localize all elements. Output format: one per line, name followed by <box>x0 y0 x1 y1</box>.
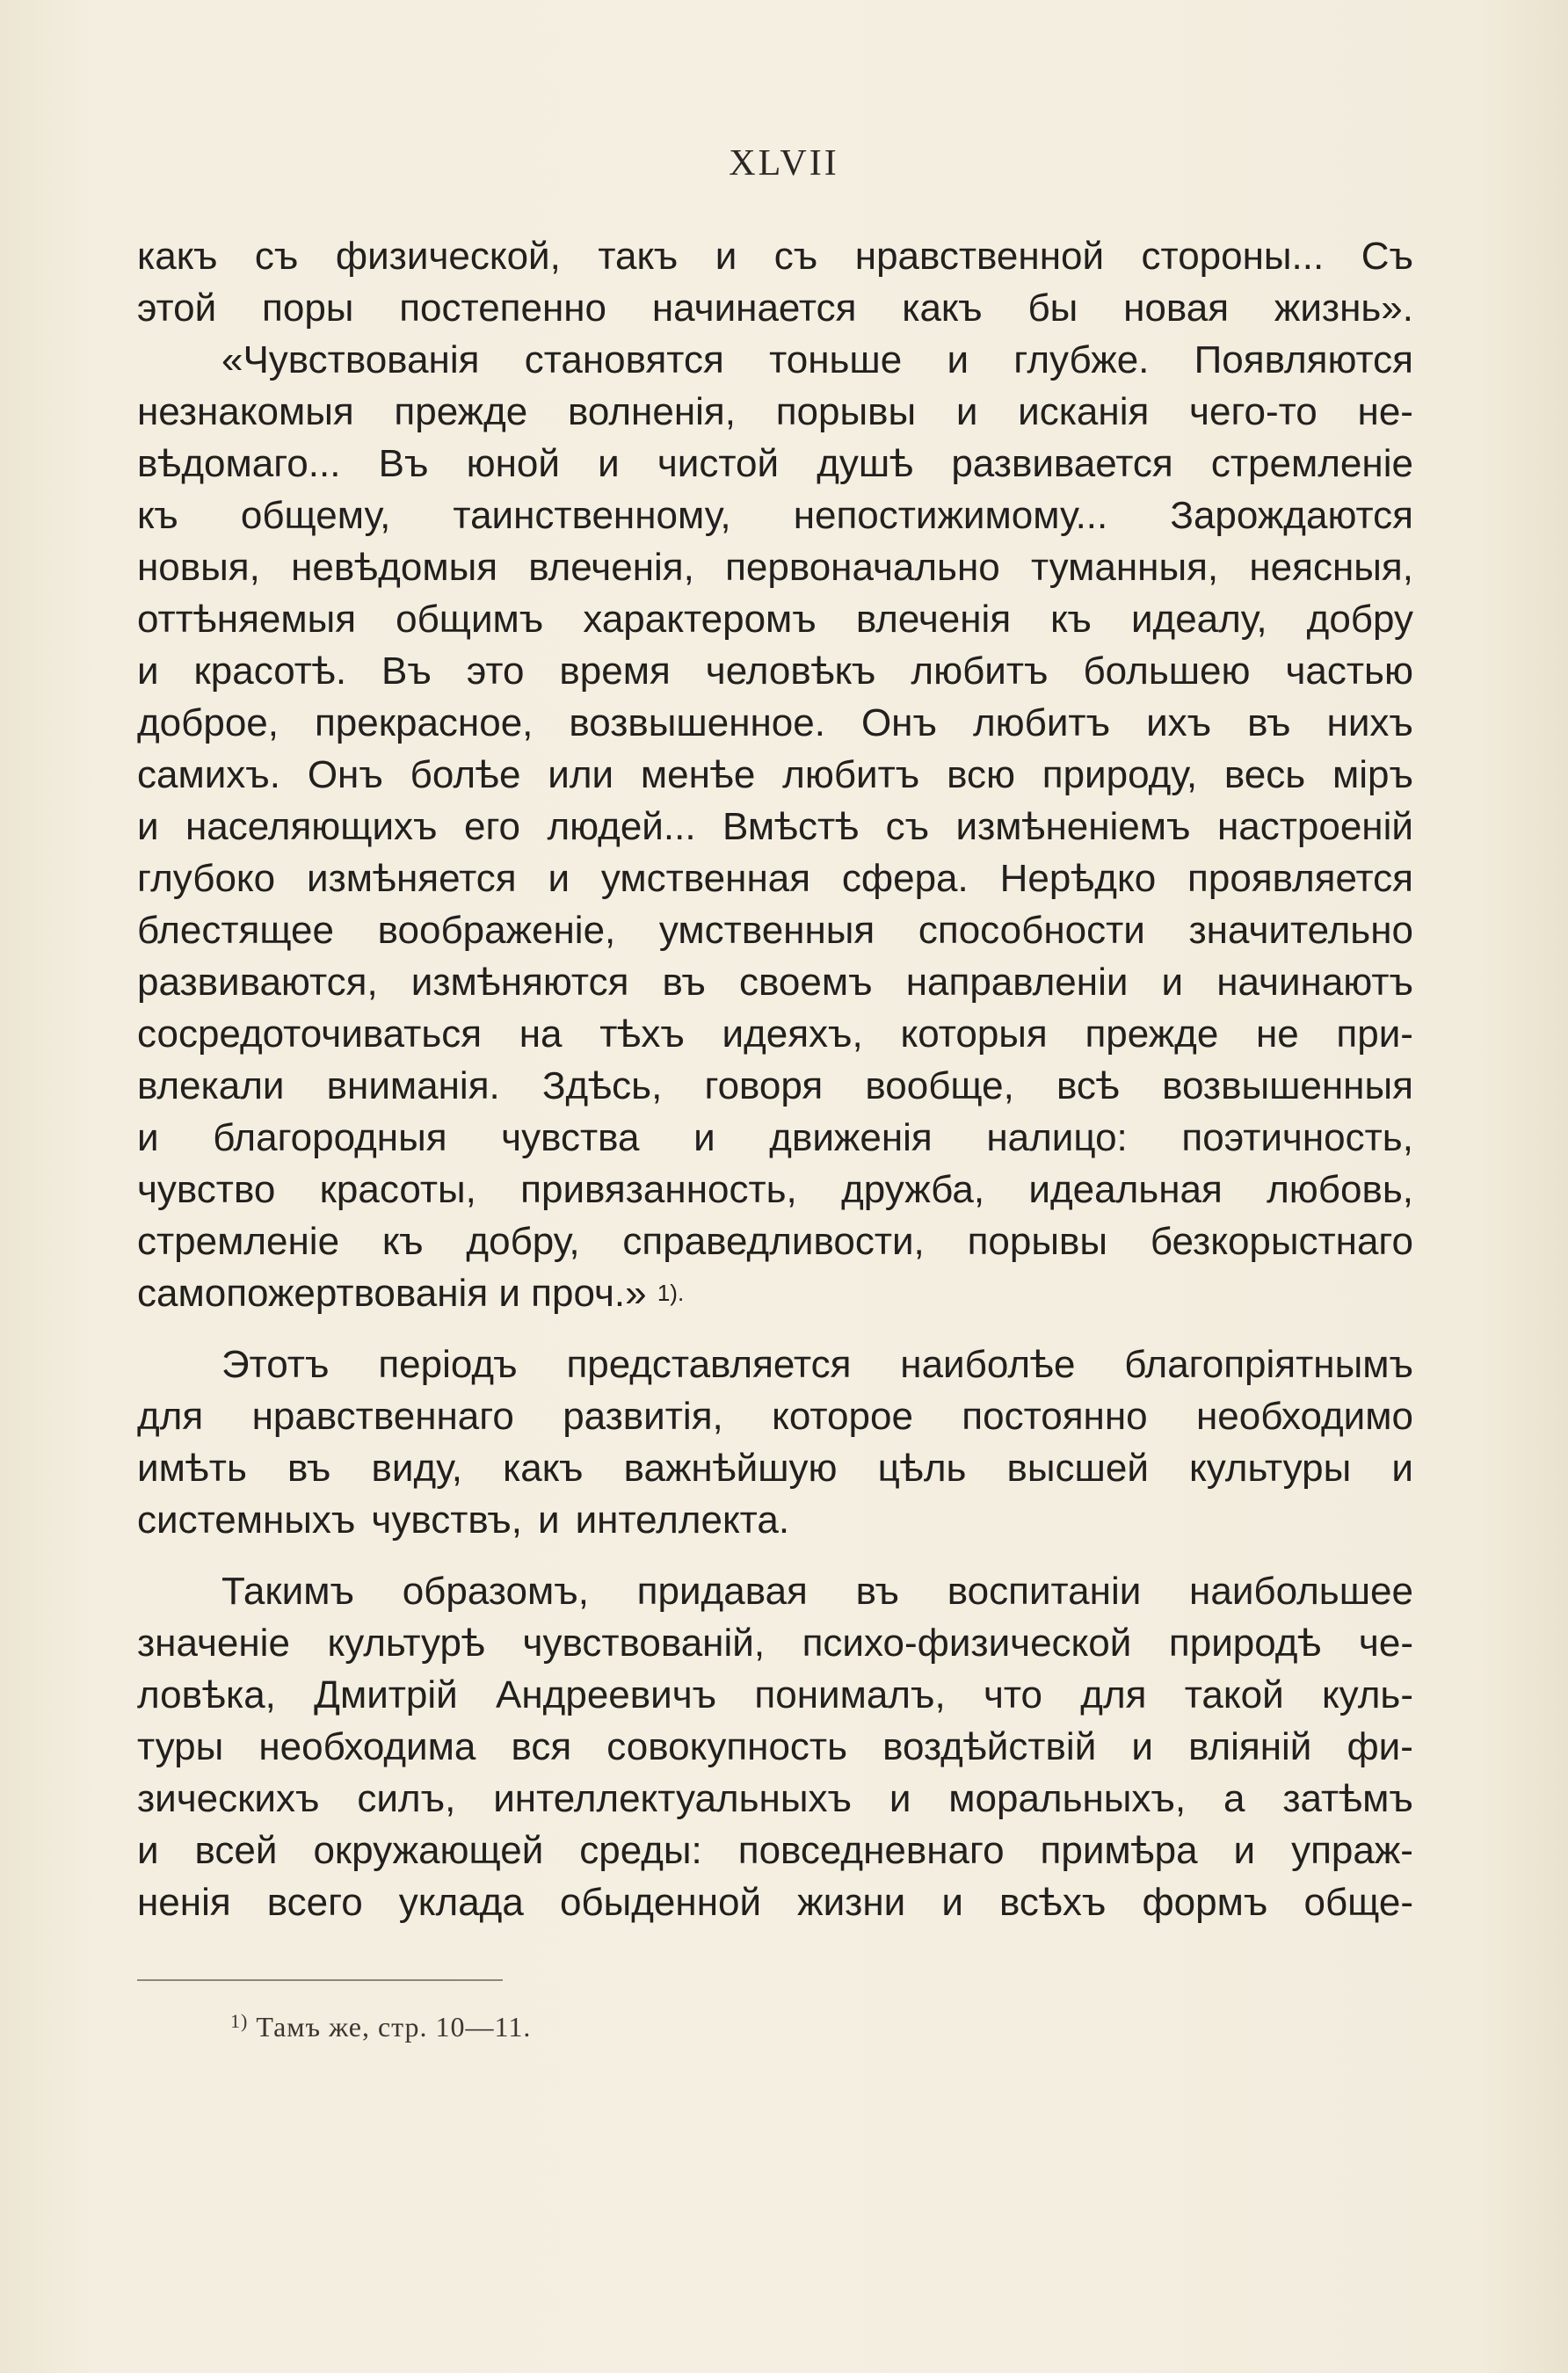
word: при- <box>1336 1012 1413 1056</box>
word: примѣра <box>1040 1829 1198 1872</box>
word: всѣхъ <box>999 1881 1107 1924</box>
word: воздѣйствій <box>882 1725 1097 1768</box>
word: общимъ <box>396 598 544 641</box>
word: Появляются <box>1194 338 1413 381</box>
word: культурѣ <box>327 1622 485 1665</box>
text-line <box>137 1617 1413 1669</box>
text-line <box>137 1216 1413 1267</box>
text-line <box>137 1164 1413 1216</box>
word: умственныя <box>658 909 875 952</box>
word: вся <box>511 1725 572 1768</box>
word: на <box>519 1012 563 1056</box>
word: и <box>715 235 737 278</box>
word: или <box>548 753 614 796</box>
text-line <box>137 1773 1413 1825</box>
word: влеченія, <box>528 546 694 589</box>
word: красоты, <box>319 1168 476 1211</box>
footnote-divider <box>137 1979 503 1981</box>
word: болѣе <box>410 753 521 796</box>
word: природу, <box>1042 753 1198 796</box>
word: любитъ <box>911 649 1049 693</box>
word: стремленіе <box>1210 442 1413 485</box>
word: говоря <box>704 1064 824 1107</box>
word: въ <box>662 961 706 1004</box>
word: любитъ <box>782 753 920 796</box>
word: жизни <box>797 1881 906 1924</box>
word: а <box>1223 1777 1245 1820</box>
word: оттѣняемыя <box>137 598 357 641</box>
word: его <box>463 805 521 848</box>
text-line <box>137 853 1413 904</box>
word: благопріятнымъ <box>1124 1343 1413 1386</box>
text-line <box>137 541 1413 593</box>
word: измѣняется <box>307 857 517 900</box>
word: чувства <box>501 1116 640 1159</box>
text-line <box>137 1721 1413 1773</box>
word: населяющихъ <box>185 805 438 848</box>
word: понималъ, <box>754 1673 946 1716</box>
word: вѣдомаго... <box>137 442 341 485</box>
text-line <box>137 956 1413 1008</box>
word: характеромъ <box>583 598 817 641</box>
word: и <box>947 338 969 381</box>
word: всей <box>194 1829 278 1872</box>
word: представляется <box>566 1343 852 1386</box>
text-line <box>137 1267 1413 1319</box>
text-line <box>137 1060 1413 1112</box>
text-line <box>137 749 1413 801</box>
word: способности <box>918 909 1145 952</box>
word: нихъ <box>1326 701 1413 744</box>
word: необходима <box>258 1725 476 1768</box>
text-line <box>137 697 1413 749</box>
word: измѣненіемъ <box>955 805 1191 848</box>
word: Такимъ <box>221 1570 354 1613</box>
body-text <box>137 230 1413 1928</box>
word: Вмѣстѣ <box>722 805 860 848</box>
word: моральныхъ, <box>948 1777 1187 1820</box>
word: и <box>538 1499 560 1542</box>
text-line <box>137 1008 1413 1060</box>
word: міръ <box>1332 753 1413 796</box>
word: обыденной <box>559 1881 762 1924</box>
word: уклада <box>398 1881 524 1924</box>
word: Этотъ <box>221 1343 330 1386</box>
word: Нерѣдко <box>999 857 1157 900</box>
word: время <box>559 649 671 693</box>
text-line <box>137 1825 1413 1876</box>
word: налицо: <box>986 1116 1128 1159</box>
word: и <box>1161 961 1184 1004</box>
word: образомъ, <box>402 1570 589 1613</box>
word: юной <box>466 442 560 485</box>
word: съ <box>773 235 818 278</box>
word: Здѣсь, <box>541 1064 663 1107</box>
word: и <box>137 1829 159 1872</box>
word: привязанность, <box>520 1168 797 1211</box>
word: новая <box>1123 287 1230 330</box>
word: Въ <box>381 649 432 693</box>
word: безкорыстнаго <box>1150 1220 1413 1263</box>
page-number: XLVII <box>729 143 839 184</box>
word: развитія, <box>563 1395 723 1438</box>
word: для <box>1080 1673 1147 1716</box>
word: благородныя <box>213 1116 447 1159</box>
word: Дмитрій <box>314 1673 458 1716</box>
word: весь <box>1223 753 1306 796</box>
word: къ <box>137 494 178 537</box>
word: къ <box>381 1220 424 1263</box>
word: окружающей <box>313 1829 544 1872</box>
word: для <box>137 1395 204 1438</box>
word: развивается <box>951 442 1173 485</box>
word: новыя, <box>137 546 260 589</box>
word: поры <box>262 287 354 330</box>
word: настроеній <box>1216 805 1413 848</box>
text-line <box>137 801 1413 853</box>
word: тоньше <box>769 338 903 381</box>
word: прекрасное, <box>314 701 534 744</box>
word: вліяній <box>1188 1725 1312 1768</box>
word: движенія <box>769 1116 933 1159</box>
text-line <box>137 1494 1413 1546</box>
text-line <box>137 1876 1413 1928</box>
word: и <box>137 1116 159 1159</box>
word: начинаютъ <box>1216 961 1413 1004</box>
word: какъ <box>902 287 983 330</box>
word: ненія <box>137 1881 231 1924</box>
text-line <box>137 282 1413 334</box>
word: какъ <box>503 1447 584 1490</box>
word: въ <box>1247 701 1291 744</box>
word: наибольшее <box>1189 1570 1413 1613</box>
word: затѣмъ <box>1282 1777 1413 1820</box>
word: справедливости, <box>622 1220 925 1263</box>
word: формъ <box>1142 1881 1268 1924</box>
word: Въ <box>378 442 429 485</box>
word: физической, <box>335 235 561 278</box>
word: всю <box>947 753 1015 796</box>
word: умственная <box>600 857 811 900</box>
text-line <box>137 438 1413 490</box>
word: людей... <box>547 805 696 848</box>
word: постепенно <box>399 287 607 330</box>
word: стороны... <box>1141 235 1325 278</box>
word: и <box>941 1881 963 1924</box>
word: въ <box>855 1570 900 1613</box>
footnote-text: Тамъ же, стр. 10—11. <box>256 2011 532 2043</box>
word: и <box>1131 1725 1153 1768</box>
word: развиваются, <box>137 961 378 1004</box>
word: добру, <box>466 1220 580 1263</box>
word: и <box>693 1116 715 1159</box>
word: и <box>137 805 159 848</box>
word: прежде <box>1085 1012 1219 1056</box>
word: ихъ <box>1146 701 1212 744</box>
word: какъ <box>137 235 218 278</box>
word: блестящее <box>137 909 334 952</box>
footnote-mark: 1) <box>230 2010 249 2032</box>
word: Зарождаются <box>1170 494 1413 537</box>
word: туры <box>137 1725 224 1768</box>
word: которое <box>772 1395 913 1438</box>
word: нравственной <box>854 235 1105 278</box>
text-line <box>137 1669 1413 1721</box>
word: не- <box>1357 390 1413 433</box>
word: незнакомыя <box>137 390 354 433</box>
word: доброе, <box>137 701 279 744</box>
word: любитъ <box>972 701 1111 744</box>
word: частью <box>1285 649 1413 693</box>
word: и <box>548 857 570 900</box>
word: съ <box>254 235 299 278</box>
word: высшей <box>1006 1447 1149 1490</box>
word: глубоко <box>137 857 276 900</box>
word: воспитаніи <box>947 1570 1142 1613</box>
word: среды: <box>579 1829 702 1872</box>
word: чувствъ, <box>371 1499 522 1542</box>
word: и <box>598 442 620 485</box>
word: стремленіе <box>137 1220 340 1263</box>
word: зическихъ <box>137 1777 320 1820</box>
word: и <box>1391 1447 1413 1490</box>
word: красотѣ. <box>193 649 347 693</box>
footnote-reference: 1). <box>657 1280 685 1306</box>
word: туманныя, <box>1030 546 1219 589</box>
word: дружба, <box>841 1168 985 1211</box>
text-line <box>137 645 1413 697</box>
word: всего <box>266 1881 363 1924</box>
word: психо-физической <box>802 1622 1132 1665</box>
word: глубже. <box>1013 338 1150 381</box>
word: ловѣка, <box>137 1673 276 1716</box>
word: имѣть <box>137 1447 247 1490</box>
word: которыя <box>900 1012 1048 1056</box>
word: идеалу, <box>1130 598 1267 641</box>
word: самихъ. <box>137 753 281 796</box>
word: цѣль <box>877 1447 967 1490</box>
word: душѣ <box>817 442 914 485</box>
word: культуры <box>1189 1447 1352 1490</box>
word: Съ <box>1361 235 1413 278</box>
word: прежде <box>394 390 528 433</box>
word: интеллектуальныхъ <box>493 1777 852 1820</box>
word: и <box>137 649 159 693</box>
word: не <box>1255 1012 1299 1056</box>
word: чего-то <box>1189 390 1318 433</box>
word: періодъ <box>378 1343 518 1386</box>
text-line <box>137 1390 1413 1442</box>
word: куль- <box>1321 1673 1413 1716</box>
word: воображеніе, <box>377 909 616 952</box>
word: любовь, <box>1267 1168 1413 1211</box>
word: Онъ <box>307 753 383 796</box>
word: такой <box>1184 1673 1284 1716</box>
word: повседневнаго <box>737 1829 1005 1872</box>
word: придавая <box>636 1570 808 1613</box>
word: таинственному, <box>453 494 731 537</box>
word: и <box>955 390 978 433</box>
word: невѣдомыя <box>291 546 498 589</box>
word: влекали <box>137 1064 285 1107</box>
word: своемъ <box>739 961 873 1004</box>
word: сфера. <box>841 857 969 900</box>
word: возвышенное. <box>569 701 825 744</box>
word: Онъ <box>860 701 937 744</box>
text-line <box>137 904 1413 956</box>
word: силъ, <box>357 1777 456 1820</box>
word: «Чувствованія <box>221 338 480 381</box>
word: значительно <box>1188 909 1413 952</box>
word: жизнь». <box>1274 287 1413 330</box>
word: большею <box>1083 649 1251 693</box>
word: въ <box>287 1447 331 1490</box>
word: вообще, <box>865 1064 1014 1107</box>
word: сосредоточиваться <box>137 1012 483 1056</box>
word: начинается <box>651 287 857 330</box>
text-line <box>137 334 1413 386</box>
word: бы <box>1027 287 1078 330</box>
word: нравственнаго <box>251 1395 514 1438</box>
word: общему, <box>240 494 391 537</box>
word: измѣняются <box>410 961 629 1004</box>
word: чистой <box>657 442 780 485</box>
text-line <box>137 1339 1413 1390</box>
word: че- <box>1358 1622 1413 1665</box>
text-line <box>137 1442 1413 1494</box>
word: идеальная <box>1028 1168 1223 1211</box>
word: и <box>889 1777 911 1820</box>
word: непостижимому... <box>793 494 1108 537</box>
word: возвышенныя <box>1162 1064 1413 1107</box>
text-line-content: самопожертвованія и проч.» <box>137 1272 647 1315</box>
word: менѣе <box>640 753 756 796</box>
word: системныхъ <box>137 1499 356 1542</box>
word: неясныя, <box>1249 546 1413 589</box>
word: съ <box>885 805 930 848</box>
word: вниманія. <box>326 1064 500 1107</box>
word: влеченія <box>855 598 1012 641</box>
word: всѣ <box>1056 1064 1120 1107</box>
word: чувство <box>137 1168 276 1211</box>
word: и <box>1233 1829 1256 1872</box>
word: становятся <box>524 338 724 381</box>
word: идеяхъ, <box>722 1012 863 1056</box>
word: добру <box>1306 598 1413 641</box>
word: порывы <box>775 390 917 433</box>
word: совокупность <box>606 1725 847 1768</box>
word: обще- <box>1303 1881 1413 1924</box>
word: чувствованій, <box>522 1622 766 1665</box>
word: фи- <box>1347 1725 1413 1768</box>
word: проявляется <box>1187 857 1413 900</box>
word: упраж- <box>1291 1829 1413 1872</box>
word: къ <box>1050 598 1092 641</box>
word: что <box>983 1673 1043 1716</box>
word: виду, <box>371 1447 462 1490</box>
word: волненія, <box>568 390 736 433</box>
word: этой <box>137 287 217 330</box>
word: природѣ <box>1168 1622 1322 1665</box>
word: тѣхъ <box>599 1012 685 1056</box>
word: интеллекта. <box>575 1499 790 1542</box>
word: порывы <box>967 1220 1107 1263</box>
word: Андреевичъ <box>496 1673 717 1716</box>
word: это <box>466 649 525 693</box>
text-line <box>137 230 1413 282</box>
word: поэтичность, <box>1181 1116 1413 1159</box>
word: первоначально <box>725 546 1000 589</box>
word: исканія <box>1018 390 1150 433</box>
text-line <box>137 386 1413 438</box>
word: наиболѣе <box>900 1343 1076 1386</box>
word: необходимо <box>1196 1395 1413 1438</box>
word: постоянно <box>962 1395 1148 1438</box>
word: значеніе <box>137 1622 290 1665</box>
word: человѣкъ <box>705 649 876 693</box>
text-line <box>137 490 1413 541</box>
word: направленіи <box>905 961 1129 1004</box>
text-line <box>137 1565 1413 1617</box>
text-line <box>137 1112 1413 1164</box>
word: важнѣйшую <box>623 1447 838 1490</box>
text-line <box>137 593 1413 645</box>
word: такъ <box>598 235 679 278</box>
footnote <box>230 2010 531 2043</box>
